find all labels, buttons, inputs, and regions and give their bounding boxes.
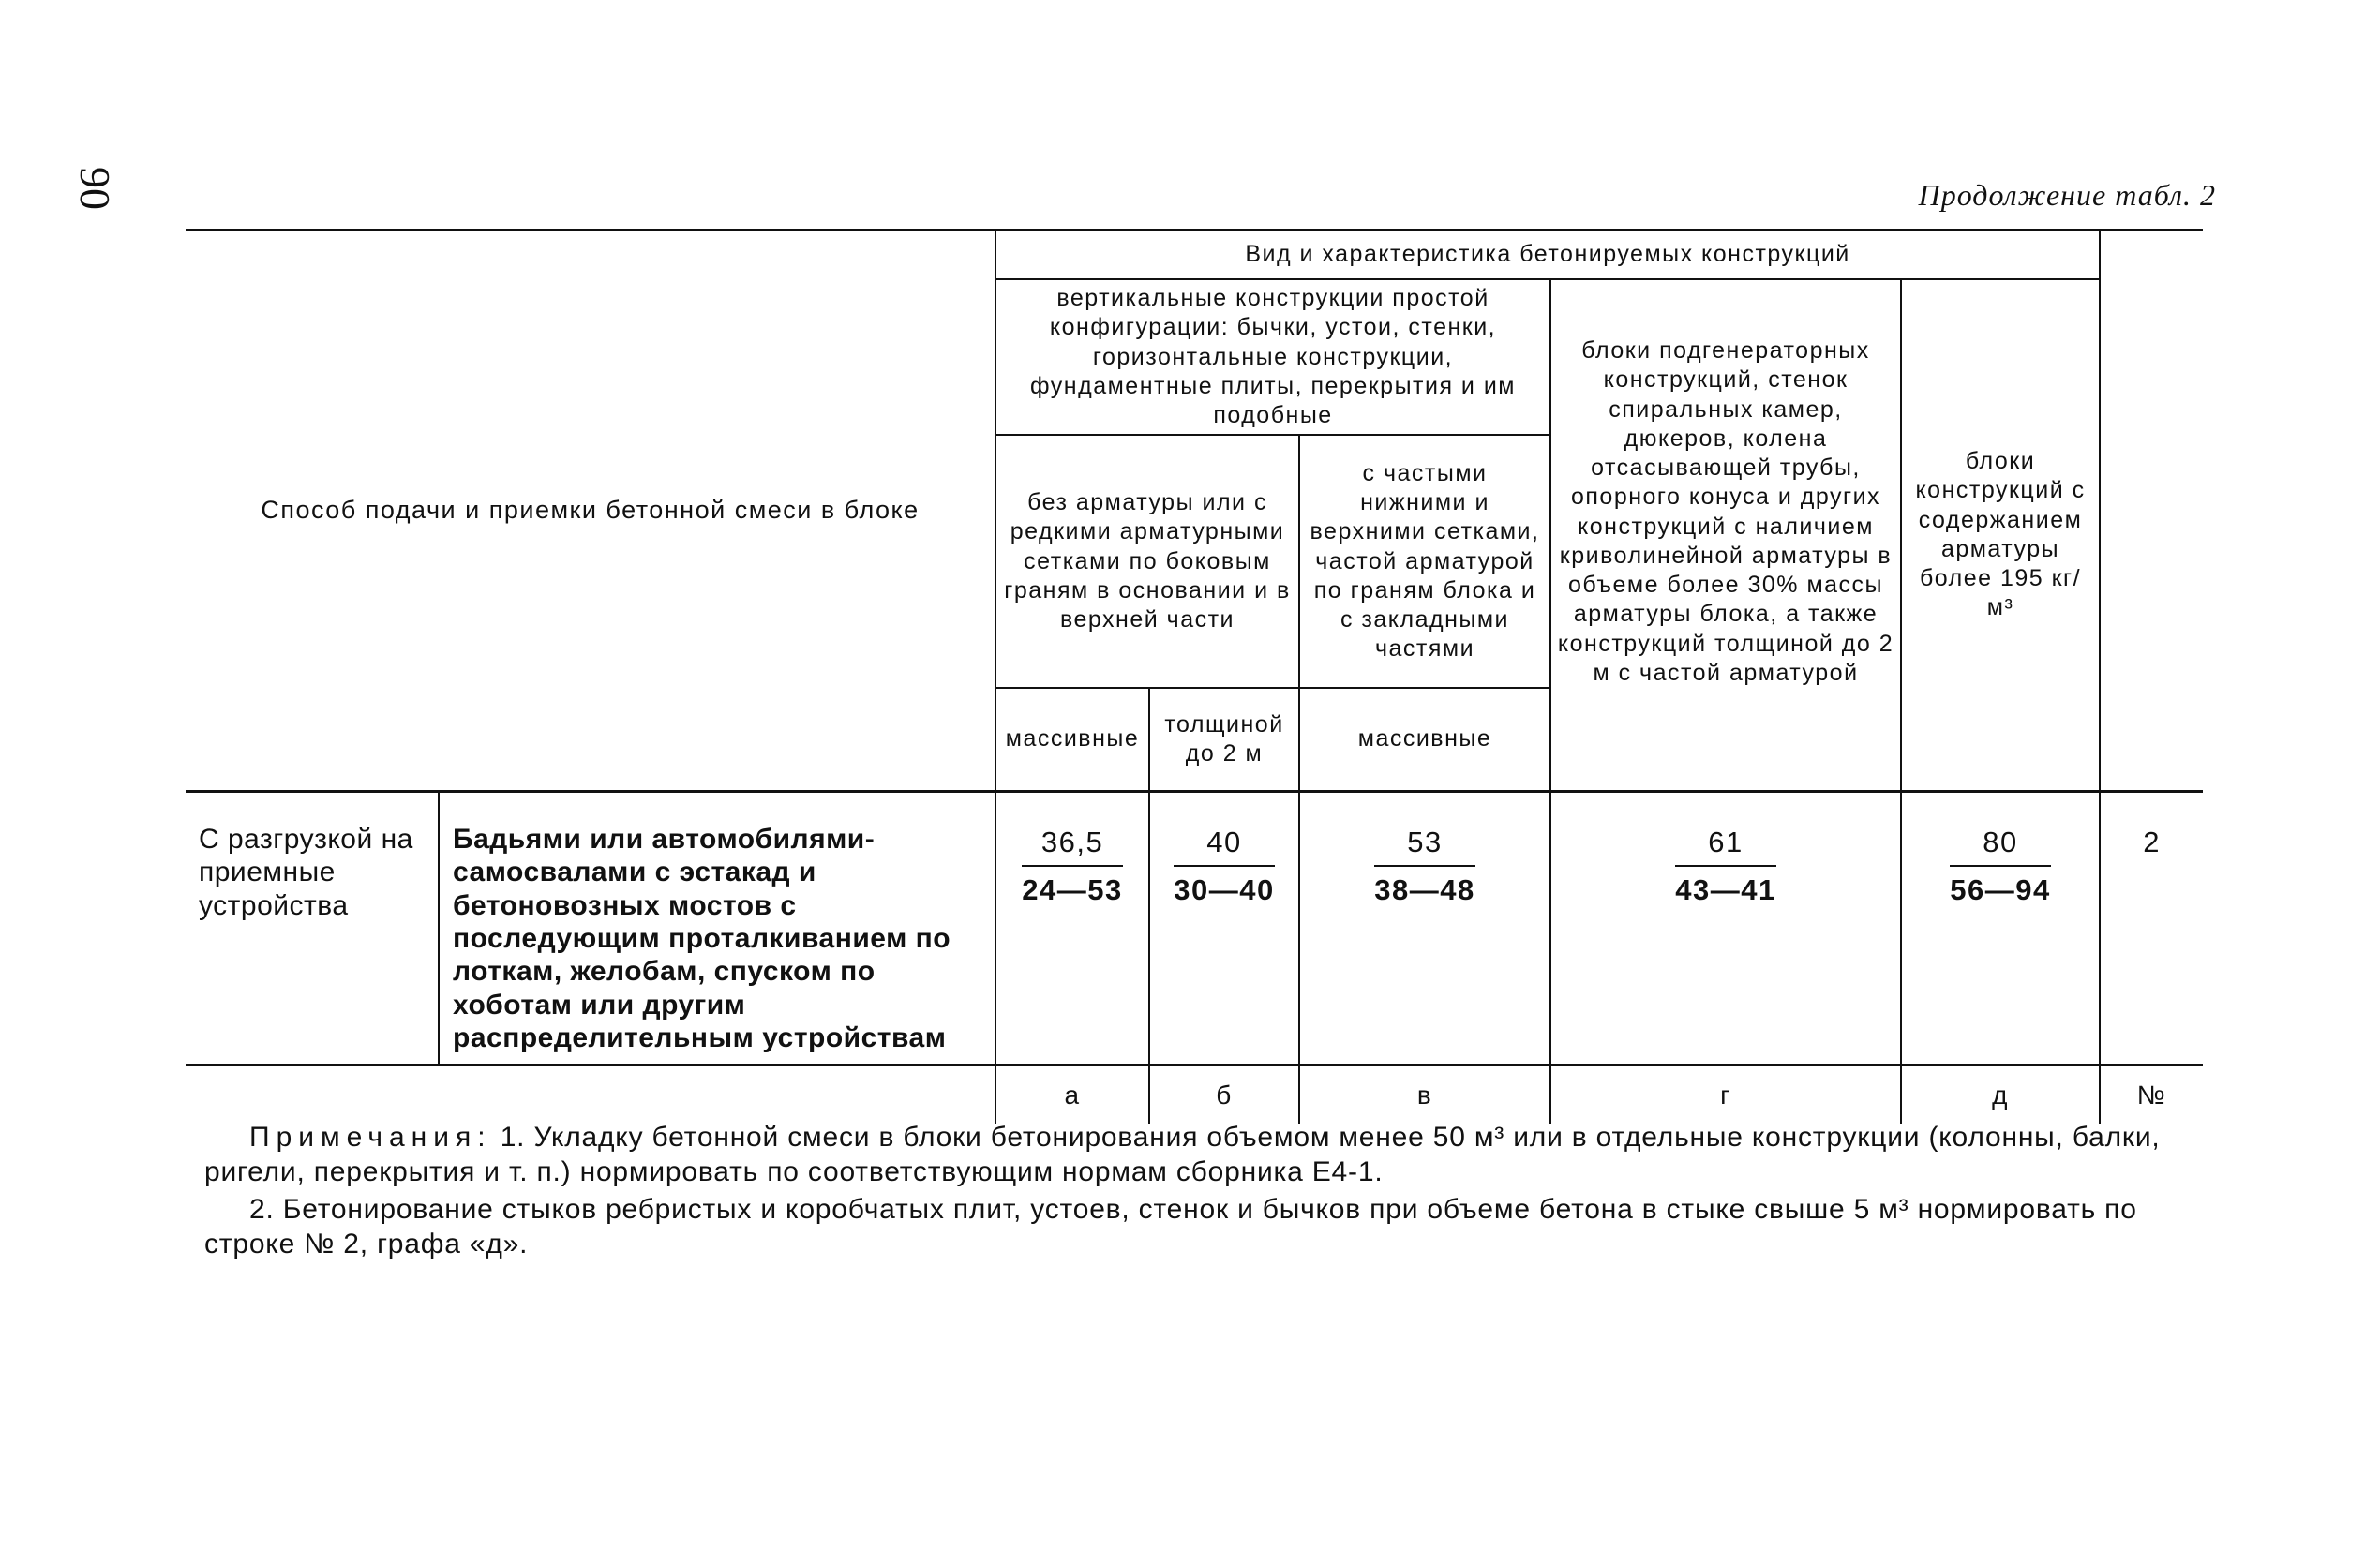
value-cell-a — [995, 791, 1149, 1066]
note-2: 2. Бетонирование стыков ребристых и коробчатых плит, устоев, стенок и бычков при объеме бетона в стыке свыше 5 м³ нормировать по строке № 2, графа «д». — [204, 1194, 2137, 1259]
value-g-bottom: 43—41 — [1675, 872, 1776, 906]
number-header — [2100, 230, 2203, 791]
letter-blank-2 — [439, 1066, 995, 1124]
column-b-header: толщиной до 2 м — [1149, 688, 1299, 791]
column-v-header: массивные — [1299, 688, 1550, 791]
letter-v: в — [1299, 1066, 1550, 1124]
value-cell-v — [1299, 791, 1550, 1066]
letter-blank-1 — [186, 1066, 439, 1124]
row-group-label: С разгрузкой на приемные устройства — [186, 791, 439, 1066]
value-cell-d — [1901, 791, 2100, 1066]
column-d-header: блоки конструкций с содержанием арматуры более 195 кг/м³ — [1901, 279, 2100, 791]
group-header: Вид и характеристика бетонируемых конструкций — [995, 230, 2100, 279]
value-g-top: 61 — [1675, 825, 1775, 867]
frequent-mesh-header: с частыми нижними и верхними сетками, частой арматурой по граням блока и с закладными частями — [1299, 435, 1550, 688]
letter-number: № — [2100, 1066, 2203, 1124]
value-cell-b — [1149, 791, 1299, 1066]
value-a-top: 36,5 — [1022, 825, 1122, 867]
table-caption: Продолжение табл. 2 — [1918, 178, 2216, 212]
value-d-top: 80 — [1950, 825, 2050, 867]
value-v-top: 53 — [1374, 825, 1474, 867]
method-header: Способ подачи и приемки бетонной смеси в блоке — [186, 230, 995, 791]
vertical-constructions-header: вертикальные конструкции простой конфигурации: бычки, устои, стенки, горизонтальные конструкции, фундаментные плиты, перекрытия и им подобные — [995, 279, 1550, 435]
letter-b: б — [1149, 1066, 1299, 1124]
value-d-bottom: 56—94 — [1950, 872, 2051, 906]
row-method-label: Бадьями или автомобилями-самосвалами с эстакад и бетоновозных мостов с последующим проталкиванием по лоткам, желобам, спуском по хоботам или другим распределительным устройствам — [439, 791, 995, 1066]
norms-table — [186, 229, 2203, 1124]
no-reinforcement-header: без арматуры или с редкими арматурными сетками по боковым граням в основании и в верхней части — [995, 435, 1299, 688]
row-number: 2 — [2100, 791, 2203, 1066]
value-a-bottom: 24—53 — [1022, 872, 1123, 906]
notes-block — [204, 1121, 2201, 1265]
letter-a: а — [995, 1066, 1149, 1124]
value-cell-g — [1550, 791, 1901, 1066]
value-v-bottom: 38—48 — [1374, 872, 1475, 906]
column-g-header: блоки подгенераторных конструкций, стенок спиральных камер, дюкеров, колена отсасывающей трубы, опорного конуса и других конструкций с наличием криволинейной арматуры в объеме более 30% массы арматуры блока, а также конструкций толщиной до 2 м с частой арматурой — [1550, 279, 1901, 791]
letter-g: г — [1550, 1066, 1901, 1124]
letter-d: д — [1901, 1066, 2100, 1124]
column-a-header: массивные — [995, 688, 1149, 791]
value-b-bottom: 30—40 — [1174, 872, 1275, 906]
notes-label: Примечания: — [249, 1122, 492, 1153]
note-1: 1. Укладку бетонной смеси в блоки бетонирования объемом менее 50 м³ или в отдельные конструкции (колонны, балки, ригели, перекрытия и т. п.) нормировать по соответствующим нормам сборника Е4-1. — [204, 1122, 2161, 1187]
value-b-top: 40 — [1174, 825, 1274, 867]
page-number: 90 — [71, 167, 119, 210]
